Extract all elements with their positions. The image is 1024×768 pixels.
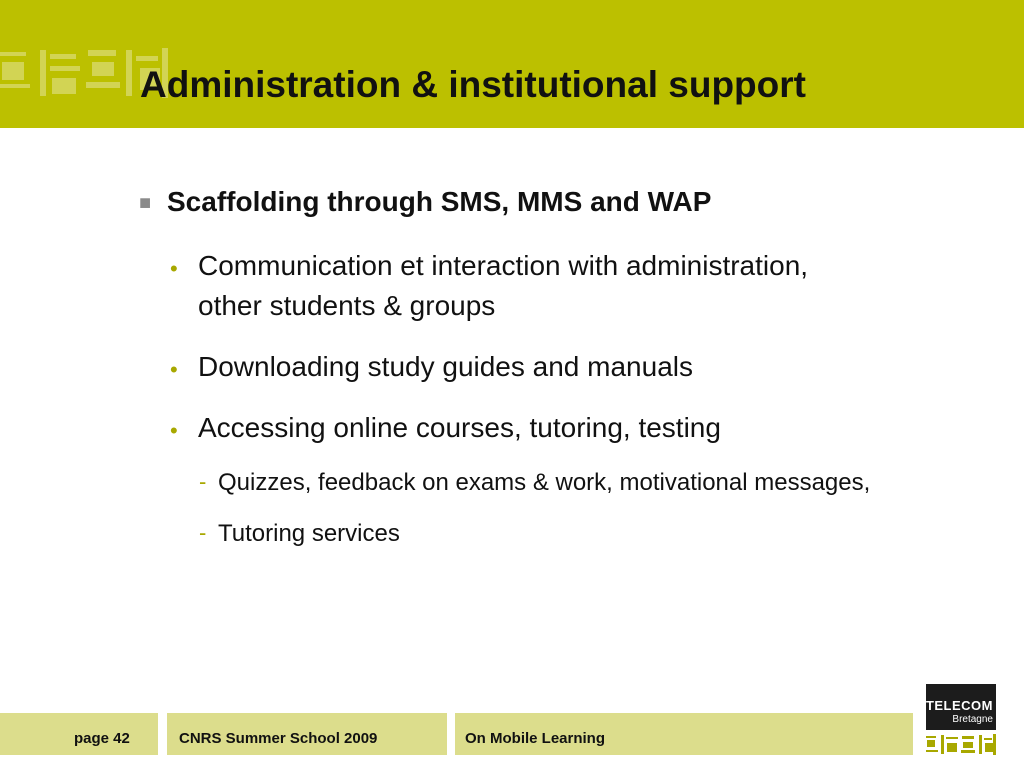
dot-bullet-icon: •	[170, 256, 178, 281]
slide-title: Administration & institutional support	[140, 64, 806, 105]
footer-topic-segment	[455, 713, 913, 755]
telecom-bretagne-logo	[926, 684, 996, 758]
logo-subtitle: Bretagne	[952, 714, 993, 725]
telecom-logo-box	[926, 684, 996, 730]
sub-bullet-quizzes: Quizzes, feedback on exams & work, motivational messages,	[218, 469, 871, 496]
square-bullet-icon: ■	[139, 192, 152, 214]
presentation-topic: On Mobile Learning	[465, 730, 606, 747]
sub-bullet-tutoring: Tutoring services	[218, 520, 400, 547]
dash-bullet-icon: -	[199, 520, 207, 545]
page-number: page 42	[74, 730, 130, 747]
dot-bullet-icon: •	[170, 357, 178, 382]
footer-page-segment	[0, 713, 158, 755]
footer-event-segment	[167, 713, 447, 755]
bullet-accessing: Accessing online courses, tutoring, testing	[198, 412, 721, 443]
bullet-communication-line2: other students & groups	[198, 290, 496, 321]
bullet-communication-line1: Communication et interaction with administration,	[198, 250, 809, 281]
dash-bullet-icon: -	[199, 469, 207, 494]
bullet-level1-text: Scaffolding through SMS, MMS and WAP	[167, 186, 712, 217]
logo-name: TELECOM	[925, 698, 993, 713]
bullet-downloading: Downloading study guides and manuals	[198, 351, 693, 382]
event-name: CNRS Summer School 2009	[179, 730, 378, 747]
footer-bar	[0, 713, 1024, 755]
dot-bullet-icon: •	[170, 418, 178, 443]
logo-glyphs-icon	[926, 734, 996, 756]
